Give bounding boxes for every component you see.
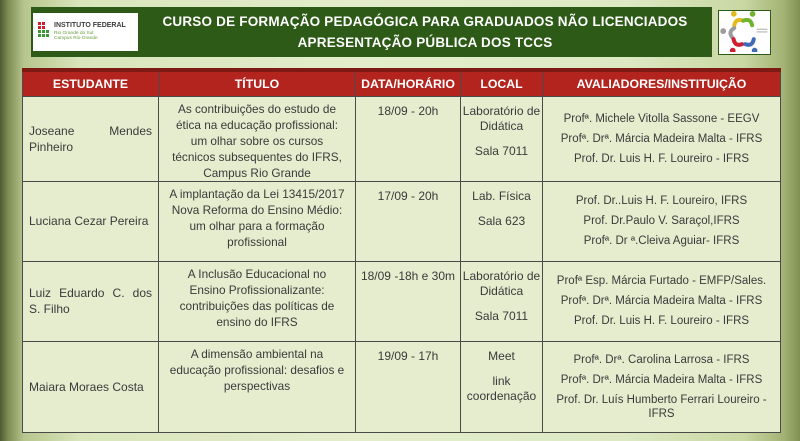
banner-title-line1: CURSO DE FORMAÇÃO PEDAGÓGICA PARA GRADUADOS NÃO LICENCIADOS [162,13,688,29]
location-cell [461,341,543,432]
location-line: Laboratório de Didática [462,103,541,133]
title-line: educação profissional: desafios e [169,362,345,377]
table-row [23,261,781,341]
column-header-local: LOCAL [461,70,543,96]
column-header-avaliadores: AVALIADORES/INSTITUIÇÃO [543,70,781,96]
title-line: perspectivas [223,378,291,393]
header-row [23,70,781,96]
instituto-federal-text [54,22,126,41]
title-line: A Inclusão Educacional no [187,266,327,281]
column-header-estudante: ESTUDANTE [23,70,159,96]
title-cell [159,96,356,181]
location-line: Sala 7011 [474,308,529,323]
logo-subtitle-state: Rio Grande do Sul [54,30,94,36]
ifrs-squares-icon [37,22,51,43]
evaluators-cell [543,341,781,432]
title-line: A dimensão ambiental na [190,346,324,361]
title-line: um olhar sobre os cursos [190,133,324,148]
title-line: As contribuições do estudo de [177,101,337,116]
title-cell [159,261,356,341]
student-cell: Luciana Cezar Pereira [23,181,159,261]
location-cell [461,261,543,341]
evaluators-cell [543,181,781,261]
date-cell: 19/09 - 17h [356,341,461,432]
evaluator-line: Prof. Dr. Luís Humberto Ferrari Loureiro - IFRS [556,393,767,420]
location-cell [461,96,543,181]
logo-title: INSTITUTO FEDERAL [54,22,126,30]
evaluator-line: Profª. Drª. Márcia Madeira Malta - IFRS [560,295,763,307]
student-cell: Luiz Eduardo C. dos S. Filho [23,261,159,341]
evaluator-line: Prof. Dr. Luis H. F. Loureiro - IFRS [573,315,750,327]
title-line: ética na educação profissional: [176,117,338,132]
location-line: Lab. Física [472,188,531,203]
location-line: Sala 7011 [474,143,529,158]
evaluator-line: Profª Esp. Márcia Furtado - EMFP/Sales. [556,275,767,287]
table-row [23,96,781,181]
location-line: Sala 623 [477,213,526,228]
evaluators-cell [543,261,781,341]
location-line: link coordenação [466,373,537,403]
table-row [23,181,781,261]
date-cell: 18/09 - 20h [356,96,461,181]
title-cell [159,181,356,261]
evaluator-line: Prof. Dr. Luis H. F. Loureiro - IFRS [573,152,750,165]
title-line: Ensino Profissionalizante: [189,282,325,297]
title-cell [159,341,356,432]
evaluator-line: Profª. Drª. Márcia Madeira Malta - IFRS [560,132,763,145]
date-cell: 18/09 -18h e 30m [356,261,461,341]
schedule-table [22,68,781,433]
evaluator-line: Prof. Dr..Luis H. F. Loureiro, IFRS [575,195,748,207]
student-cell: Maiara Moraes Costa [23,341,159,432]
title-line: profissional [227,234,287,249]
title-line: A implantação da Lei 13415/2017 [169,186,345,201]
column-header-data-horario: DATA/HORÁRIO [356,70,461,96]
student-cell: Joseane Mendes Pinheiro [23,96,159,181]
banner-title-line2: APRESENTAÇÃO PÚBLICA DOS TCCS [297,35,553,51]
evaluators-cell [543,96,781,181]
location-cell [461,181,543,261]
location-line: Laboratório de Didática [462,268,541,298]
formacao-pedagogica-logo [718,10,771,55]
title-line: técnicos subsequentes do IFRS, [172,149,342,164]
evaluator-line: Profª. Drª. Carolina Larrosa - IFRS [573,353,750,366]
table-row [23,341,781,432]
title-line: Campus Rio Grande [203,165,311,180]
location-line: Meet [488,348,515,363]
title-line: Nova Reforma do Ensino Médio: [171,202,343,217]
evaluator-line: Prof. Dr.Paulo V. Saraçol,IFRS [583,215,740,227]
evaluator-line: Profª. Michele Vitolla Sassone - EEGV [563,112,760,125]
title-line: contribuições das políticas de [179,298,335,313]
evaluator-line: Profª. Drª. Márcia Madeira Malta - IFRS [560,373,763,386]
banner-titles [138,7,712,57]
logo-subtitle-campus: Campus Rio Grande [54,36,98,42]
header-banner [31,7,712,57]
date-cell: 17/09 - 20h [356,181,461,261]
people-circle-icon [720,9,770,57]
evaluator-line: Profª. Dr ª.Cleiva Aguiar- IFRS [583,235,740,247]
instituto-federal-logo [33,13,138,51]
title-line: ensino do IFRS [216,314,298,329]
title-line: um olhar para a formação [189,218,325,233]
column-header-titulo: TÍTULO [159,70,356,96]
